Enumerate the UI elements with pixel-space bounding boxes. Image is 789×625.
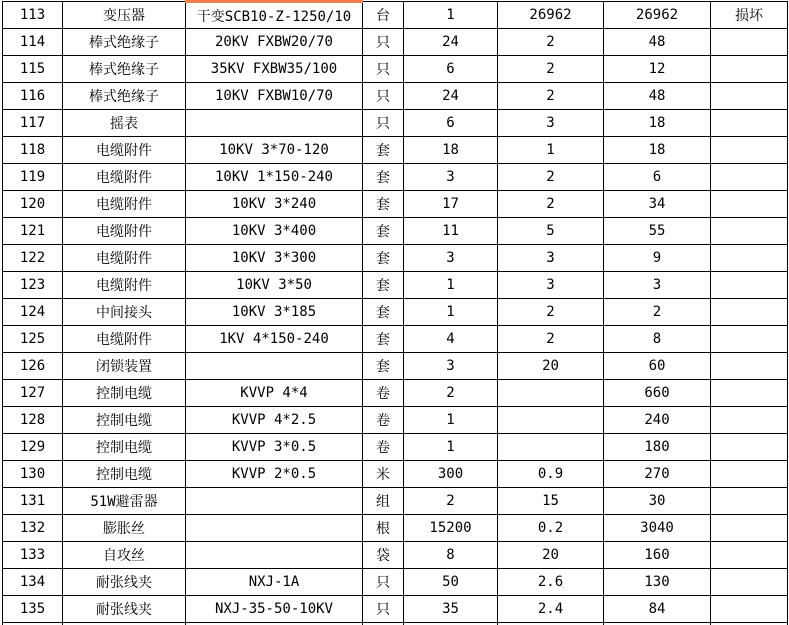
table-row (3, 299, 788, 326)
cell-specification[interactable]: 10KV 3*300 (186, 245, 363, 272)
cell-note[interactable] (711, 56, 788, 83)
cell-total[interactable]: 34 (604, 191, 711, 218)
cell-quantity[interactable]: 24 (404, 83, 498, 110)
cell-item-name[interactable]: 控制电缆 (63, 407, 186, 434)
cell-quantity[interactable]: 15200 (404, 515, 498, 542)
cell-row-number[interactable]: 127 (3, 380, 63, 407)
cell-specification[interactable]: 10KV 1*150-240 (186, 164, 363, 191)
cell-item-name[interactable]: 闭锁装置 (63, 353, 186, 380)
cell-quantity[interactable]: 2 (404, 380, 498, 407)
cell-unit-price[interactable] (498, 434, 604, 461)
cell-unit-price[interactable]: 15 (498, 488, 604, 515)
cell-quantity[interactable]: 3 (404, 164, 498, 191)
cell-unit[interactable]: 套 (363, 353, 404, 380)
cell-unit[interactable]: 只 (363, 83, 404, 110)
cell-note[interactable] (711, 326, 788, 353)
table-row (3, 137, 788, 164)
cell-quantity[interactable]: 50 (404, 569, 498, 596)
cell-row-number[interactable]: 132 (3, 515, 63, 542)
cell-row-number[interactable]: 123 (3, 272, 63, 299)
cell-note[interactable] (711, 191, 788, 218)
cell-quantity[interactable]: 2 (404, 488, 498, 515)
cell-unit[interactable]: 套 (363, 299, 404, 326)
cell-item-name[interactable]: 电缆附件 (63, 272, 186, 299)
table-row (3, 272, 788, 299)
cell-total[interactable]: 18 (604, 137, 711, 164)
cell-specification[interactable]: 10KV 3*400 (186, 218, 363, 245)
cell-specification[interactable]: 10KV 3*185 (186, 299, 363, 326)
cell-item-name[interactable]: 电缆附件 (63, 245, 186, 272)
cell-unit-price[interactable]: 2 (498, 191, 604, 218)
table-row (3, 110, 788, 137)
cell-specification[interactable]: 1KV 4*150-240 (186, 326, 363, 353)
table-row (3, 2, 788, 29)
cell-row-number[interactable]: 115 (3, 56, 63, 83)
cell-quantity[interactable]: 18 (404, 137, 498, 164)
cell-specification[interactable] (186, 515, 363, 542)
cell-quantity[interactable]: 1 (404, 407, 498, 434)
cell-unit[interactable]: 套 (363, 272, 404, 299)
cell-unit[interactable]: 套 (363, 137, 404, 164)
cell-specification[interactable]: 35KV FXBW35/100 (186, 56, 363, 83)
cell-quantity[interactable]: 6 (404, 56, 498, 83)
cell-item-name[interactable]: 变压器 (63, 2, 186, 29)
cell-item-name[interactable]: 51W避雷器 (63, 488, 186, 515)
table-row (3, 515, 788, 542)
cell-total[interactable]: 18 (604, 110, 711, 137)
cell-quantity[interactable]: 24 (404, 29, 498, 56)
cell-row-number[interactable]: 116 (3, 83, 63, 110)
table-row (3, 29, 788, 56)
cell-specification[interactable]: NXJ-35-50-10KV (186, 596, 363, 623)
table-row (3, 56, 788, 83)
cell-item-name[interactable]: 控制电缆 (63, 434, 186, 461)
cell-total[interactable]: 660 (604, 380, 711, 407)
cell-row-number[interactable]: 129 (3, 434, 63, 461)
cell-unit[interactable]: 套 (363, 245, 404, 272)
cell-unit-price[interactable]: 2 (498, 299, 604, 326)
cell-note[interactable] (711, 353, 788, 380)
cell-specification[interactable] (186, 542, 363, 569)
cell-unit-price[interactable] (498, 407, 604, 434)
cell-total[interactable]: 26962 (604, 2, 711, 29)
cell-quantity[interactable]: 1 (404, 2, 498, 29)
cell-item-name[interactable]: 电缆附件 (63, 191, 186, 218)
cell-row-number[interactable]: 113 (3, 2, 63, 29)
cell-unit[interactable]: 袋 (363, 542, 404, 569)
cell-row-number[interactable]: 114 (3, 29, 63, 56)
cell-unit[interactable]: 根 (363, 515, 404, 542)
cell-total[interactable]: 130 (604, 569, 711, 596)
table-row (3, 245, 788, 272)
cell-quantity[interactable]: 3 (404, 245, 498, 272)
cell-unit[interactable]: 卷 (363, 380, 404, 407)
table-row (3, 542, 788, 569)
cell-specification[interactable]: 干变SCB10-Z-1250/10 (186, 2, 363, 29)
cell-specification[interactable]: 10KV 3*240 (186, 191, 363, 218)
cell-total[interactable]: 240 (604, 407, 711, 434)
cell-quantity[interactable]: 8 (404, 542, 498, 569)
cell-note[interactable] (711, 407, 788, 434)
cell-unit-price[interactable]: 2.6 (498, 569, 604, 596)
table-row (3, 83, 788, 110)
cell-row-number[interactable]: 122 (3, 245, 63, 272)
cell-unit[interactable]: 只 (363, 29, 404, 56)
cell-specification[interactable]: KVVP 4*2.5 (186, 407, 363, 434)
cell-note[interactable] (711, 569, 788, 596)
cell-total[interactable]: 60 (604, 353, 711, 380)
cell-unit[interactable]: 组 (363, 488, 404, 515)
cell-unit[interactable]: 只 (363, 569, 404, 596)
table-row (3, 164, 788, 191)
cell-item-name[interactable]: 耐张线夹 (63, 569, 186, 596)
cell-unit-price[interactable]: 26962 (498, 2, 604, 29)
cell-quantity[interactable]: 6 (404, 110, 498, 137)
cell-item-name[interactable]: 棒式绝缘子 (63, 56, 186, 83)
cell-item-name[interactable]: 中间接头 (63, 299, 186, 326)
cell-total[interactable]: 3 (604, 272, 711, 299)
cell-item-name[interactable]: 自攻丝 (63, 542, 186, 569)
cell-quantity[interactable]: 1 (404, 434, 498, 461)
table-row (3, 353, 788, 380)
cell-specification[interactable]: KVVP 4*4 (186, 380, 363, 407)
cell-note[interactable] (711, 164, 788, 191)
cell-quantity[interactable]: 1 (404, 299, 498, 326)
cell-item-name[interactable]: 控制电缆 (63, 461, 186, 488)
cell-row-number[interactable]: 130 (3, 461, 63, 488)
cell-row-number[interactable]: 133 (3, 542, 63, 569)
cell-unit-price[interactable]: 2 (498, 56, 604, 83)
cell-item-name[interactable]: 电缆附件 (63, 164, 186, 191)
cell-item-name[interactable]: 耐张线夹 (63, 596, 186, 623)
cell-unit[interactable]: 套 (363, 326, 404, 353)
cell-specification[interactable]: 10KV 3*70-120 (186, 137, 363, 164)
cell-row-number[interactable]: 120 (3, 191, 63, 218)
cell-total[interactable]: 3040 (604, 515, 711, 542)
cell-note[interactable] (711, 488, 788, 515)
cell-total[interactable]: 48 (604, 83, 711, 110)
inventory-table (2, 0, 788, 625)
cell-row-number[interactable]: 121 (3, 218, 63, 245)
cell-quantity[interactable]: 35 (404, 596, 498, 623)
cell-total[interactable]: 160 (604, 542, 711, 569)
cell-total[interactable]: 6 (604, 164, 711, 191)
cell-specification[interactable]: NXJ-1A (186, 569, 363, 596)
cell-unit-price[interactable]: 2 (498, 164, 604, 191)
cell-quantity[interactable]: 4 (404, 326, 498, 353)
cell-unit-price[interactable]: 0.2 (498, 515, 604, 542)
cell-row-number[interactable]: 117 (3, 110, 63, 137)
cell-total[interactable]: 55 (604, 218, 711, 245)
cell-total[interactable]: 12 (604, 56, 711, 83)
cell-unit[interactable]: 只 (363, 596, 404, 623)
cell-item-name[interactable]: 电缆附件 (63, 218, 186, 245)
cell-unit-price[interactable]: 1 (498, 137, 604, 164)
cell-note[interactable] (711, 380, 788, 407)
table-row (3, 569, 788, 596)
cell-specification[interactable]: KVVP 2*0.5 (186, 461, 363, 488)
cell-row-number[interactable]: 134 (3, 569, 63, 596)
cell-unit[interactable]: 套 (363, 218, 404, 245)
cell-unit-price[interactable]: 20 (498, 542, 604, 569)
cell-row-number[interactable]: 119 (3, 164, 63, 191)
cell-note[interactable] (711, 110, 788, 137)
cell-specification[interactable]: 10KV 3*50 (186, 272, 363, 299)
table-row (3, 218, 788, 245)
cell-unit-price[interactable]: 3 (498, 110, 604, 137)
cell-row-number[interactable]: 124 (3, 299, 63, 326)
cell-row-number[interactable]: 128 (3, 407, 63, 434)
cell-specification[interactable]: 10KV FXBW10/70 (186, 83, 363, 110)
cell-unit[interactable]: 台 (363, 2, 404, 29)
cell-note[interactable]: 损坏 (711, 2, 788, 29)
cell-specification[interactable] (186, 353, 363, 380)
cell-note[interactable] (711, 461, 788, 488)
cell-item-name[interactable]: 电缆附件 (63, 326, 186, 353)
cell-unit[interactable]: 卷 (363, 434, 404, 461)
cell-unit-price[interactable]: 2 (498, 29, 604, 56)
cell-note[interactable] (711, 434, 788, 461)
table-row (3, 380, 788, 407)
cell-unit-price[interactable]: 2.4 (498, 596, 604, 623)
cell-note[interactable] (711, 542, 788, 569)
cell-unit-price[interactable]: 3 (498, 272, 604, 299)
cell-total[interactable]: 2 (604, 299, 711, 326)
cell-total[interactable]: 48 (604, 29, 711, 56)
table-row (3, 461, 788, 488)
cell-unit[interactable]: 只 (363, 56, 404, 83)
cell-quantity[interactable]: 3 (404, 353, 498, 380)
cell-item-name[interactable]: 膨胀丝 (63, 515, 186, 542)
cell-note[interactable] (711, 299, 788, 326)
cell-total[interactable]: 9 (604, 245, 711, 272)
cell-total[interactable]: 180 (604, 434, 711, 461)
cell-unit-price[interactable]: 20 (498, 353, 604, 380)
cell-unit[interactable]: 只 (363, 110, 404, 137)
table-row (3, 326, 788, 353)
cell-total[interactable]: 8 (604, 326, 711, 353)
table-row (3, 434, 788, 461)
cell-unit[interactable]: 米 (363, 461, 404, 488)
cell-item-name[interactable]: 棒式绝缘子 (63, 83, 186, 110)
table-row (3, 191, 788, 218)
cell-unit-price[interactable]: 5 (498, 218, 604, 245)
cell-note[interactable] (711, 245, 788, 272)
cell-row-number[interactable]: 131 (3, 488, 63, 515)
cell-item-name[interactable]: 电缆附件 (63, 137, 186, 164)
cell-item-name[interactable]: 控制电缆 (63, 380, 186, 407)
cell-unit-price[interactable]: 0.9 (498, 461, 604, 488)
cell-unit-price[interactable]: 3 (498, 245, 604, 272)
cell-row-number[interactable]: 118 (3, 137, 63, 164)
cell-quantity[interactable]: 1 (404, 272, 498, 299)
cell-note[interactable] (711, 596, 788, 623)
cell-note[interactable] (711, 515, 788, 542)
cell-specification[interactable]: 20KV FXBW20/70 (186, 29, 363, 56)
cell-item-name[interactable]: 摇表 (63, 110, 186, 137)
cell-unit-price[interactable] (498, 380, 604, 407)
cell-note[interactable] (711, 272, 788, 299)
cell-unit[interactable]: 套 (363, 164, 404, 191)
cell-total[interactable]: 84 (604, 596, 711, 623)
cell-note[interactable] (711, 29, 788, 56)
cell-total[interactable]: 270 (604, 461, 711, 488)
cell-quantity[interactable]: 11 (404, 218, 498, 245)
cell-unit[interactable]: 套 (363, 191, 404, 218)
cell-specification[interactable] (186, 110, 363, 137)
cell-unit[interactable]: 卷 (363, 407, 404, 434)
cell-note[interactable] (711, 83, 788, 110)
cell-quantity[interactable]: 17 (404, 191, 498, 218)
cell-unit-price[interactable]: 2 (498, 83, 604, 110)
cell-row-number[interactable]: 135 (3, 596, 63, 623)
table-body (3, 2, 788, 625)
cell-unit-price[interactable]: 2 (498, 326, 604, 353)
cell-row-number[interactable]: 126 (3, 353, 63, 380)
table-row (3, 488, 788, 515)
cell-quantity[interactable]: 300 (404, 461, 498, 488)
cell-note[interactable] (711, 218, 788, 245)
cell-specification[interactable]: KVVP 3*0.5 (186, 434, 363, 461)
cell-item-name[interactable]: 棒式绝缘子 (63, 29, 186, 56)
cell-row-number[interactable]: 125 (3, 326, 63, 353)
table-row (3, 596, 788, 623)
table-row (3, 407, 788, 434)
cell-total[interactable]: 30 (604, 488, 711, 515)
cell-note[interactable] (711, 137, 788, 164)
cell-specification[interactable] (186, 488, 363, 515)
